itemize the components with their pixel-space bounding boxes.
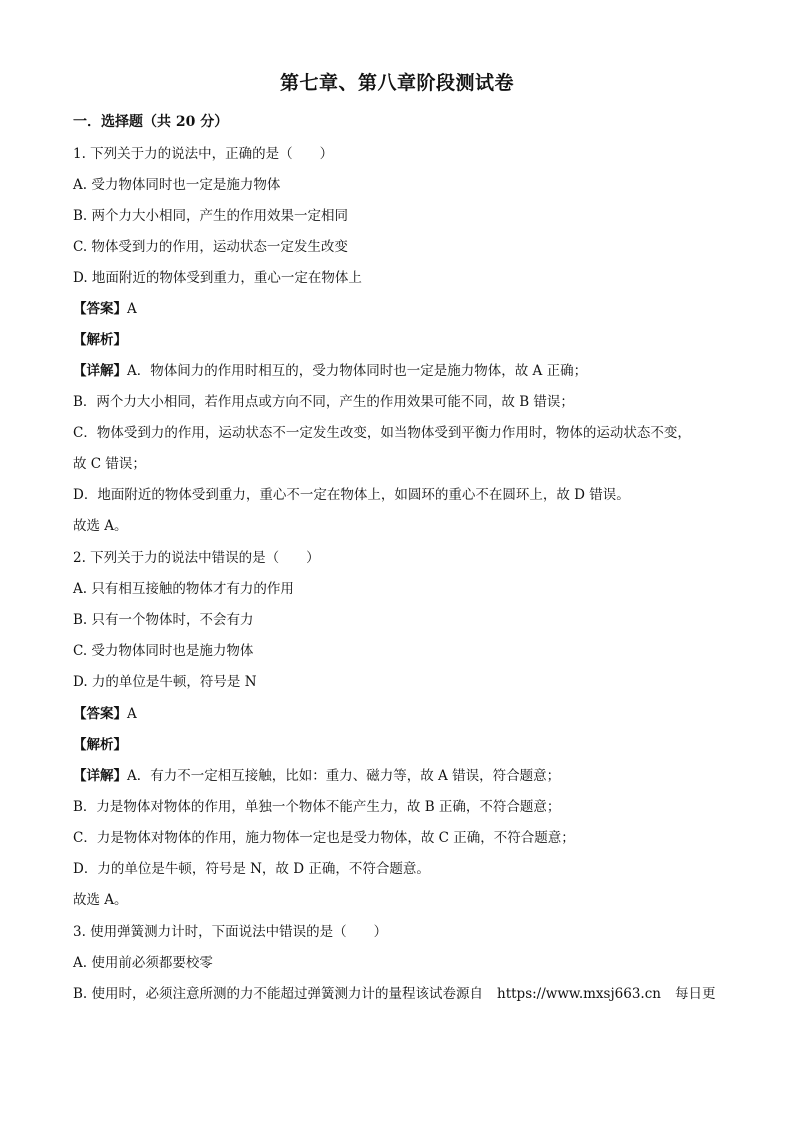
section-heading: 一．选择题（共 20 分） — [73, 114, 229, 130]
question-2-detail-a — [73, 764, 560, 784]
detail-text: A．物体间力的作用时相互的，受力物体同时也一定是施力物体，故 A 正确； — [127, 363, 588, 379]
question-2-analysis-tag: 【解析】 — [73, 737, 127, 753]
detail-text: A．有力不一定相互接触，比如：重力、磁力等，故 A 错误，符合题意； — [127, 768, 561, 784]
answer-value: A — [127, 301, 137, 317]
question-2-option-a: A. 只有相互接触的物体才有力的作用 — [73, 581, 294, 597]
answer-tag: 【答案】 — [73, 301, 127, 317]
question-2-option-d: D. 力的单位是牛顿，符号是 N — [73, 674, 257, 690]
detail-tag: 【详解】 — [73, 363, 127, 379]
question-3-option-b — [73, 982, 715, 1002]
option-text: B. 使用时，必须注意所测的力不能超过弹簧测力计的量程 — [73, 986, 416, 1002]
detail-tag: 【详解】 — [73, 768, 127, 784]
question-1-detail-c-cont: 故 C 错误； — [73, 456, 146, 472]
question-2-detail-b: B．力是物体对物体的作用，单独一个物体不能产生力，故 B 正确，不符合题意； — [73, 799, 561, 815]
question-1-option-c: C. 物体受到力的作用，运动状态一定发生改变 — [73, 239, 348, 255]
answer-value: A — [127, 706, 137, 722]
question-2-answer — [73, 702, 137, 722]
question-2-option-c: C. 受力物体同时也是施力物体 — [73, 643, 254, 659]
question-2-detail-c: C．力是物体对物体的作用，施力物体一定也是受力物体，故 C 正确，不符合题意； — [73, 830, 575, 846]
question-1-detail-a — [73, 359, 587, 379]
question-1-stem: 1. 下列关于力的说法中，正确的是（ ） — [73, 146, 334, 162]
source-note: 该试卷源自 — [415, 986, 484, 1002]
question-2-stem: 2. 下列关于力的说法中错误的是（ ） — [73, 550, 320, 566]
question-1-analysis-tag: 【解析】 — [73, 332, 127, 348]
question-2-conclusion: 故选 A。 — [73, 892, 128, 908]
page-title: 第七章、第八章阶段测试卷 — [279, 72, 514, 94]
question-1-detail-c: C．物体受到力的作用，运动状态不一定发生改变，如当物体受到平衡力作用时，物体的运动状态不变， — [73, 425, 691, 441]
question-2-detail-d: D．力的单位是牛顿，符号是 N，故 D 正确，不符合题意。 — [73, 861, 430, 877]
question-1-detail-d: D．地面附近的物体受到重力，重心不一定在物体上，如圆环的重心不在圆环上，故 D 错误。 — [73, 487, 630, 503]
question-3-stem: 3. 使用弹簧测力计时，下面说法中错误的是（ ） — [73, 924, 388, 940]
question-1-detail-b: B．两个力大小相同，若作用点或方向不同，产生的作用效果可能不同，故 B 错误； — [73, 394, 574, 410]
question-3-option-a: A. 使用前必须都要校零 — [73, 955, 213, 971]
question-2-option-b: B. 只有一个物体时，不会有力 — [73, 612, 254, 628]
question-1-option-d: D. 地面附近的物体受到重力，重心一定在物体上 — [73, 270, 362, 286]
source-suffix: 每日更 — [674, 986, 716, 1002]
answer-tag: 【答案】 — [73, 706, 127, 722]
question-1-option-b: B. 两个力大小相同，产生的作用效果一定相同 — [73, 208, 349, 224]
question-1-option-a: A. 受力物体同时也一定是施力物体 — [73, 177, 281, 193]
question-1-conclusion: 故选 A。 — [73, 518, 128, 534]
source-url: https://www.mxsj663.cn — [497, 986, 661, 1002]
question-1-answer — [73, 297, 137, 317]
